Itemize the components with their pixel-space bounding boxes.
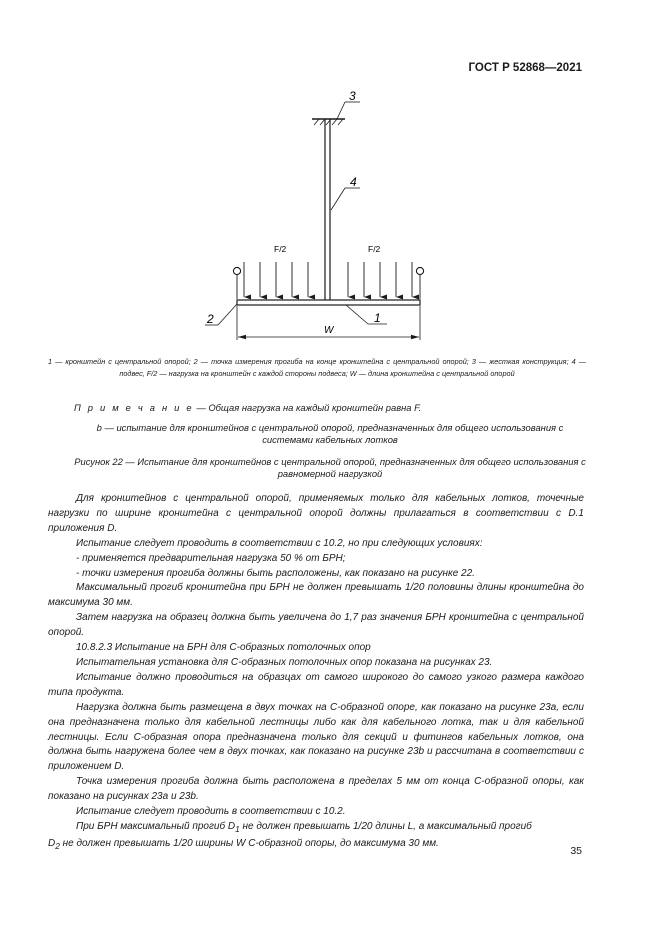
leader-lines <box>205 102 387 325</box>
figure-note <box>74 402 421 413</box>
body-text <box>48 492 584 854</box>
page-number: 35 <box>570 845 582 857</box>
paragraph: Максимальный прогиб кронштейна при БРН не должен превышать 1/20 половины длины кронштейна до максимума 30 мм. <box>48 582 584 609</box>
paragraph: Испытание должно проводиться на образцах от самого широкого до самого узкого размера каждого типа продукта. <box>48 671 584 698</box>
paragraph: При БРН максимальный прогиб $D_1$ не должен превышать 1/20 длины L, а максимальный прогиб $D_2$ не должен превышать 1/20 ширины W С-образной опоры, до максимума 30 мм. <box>48 820 532 851</box>
label-2: 2 <box>207 312 214 326</box>
list-item: - применяется предварительная нагрузка 50 % от БРН; <box>76 552 346 564</box>
figure-legend: 1 — кронштейн с центральной опорой; 2 — точка измерения прогиба на конце кронштейна с центральной опорой; 3 — жесткая конструкция; 4 — подвес, F/2 — нагрузка на кронштейн с каждой стороны подвеса; W — длина кронштейна с центральной опорой <box>48 357 586 378</box>
paragraph: Испытание следует проводить в соответствии с 10.2, но при следующих условиях: <box>76 537 483 549</box>
list-item: - точки измерения прогиба должны быть расположены, как показано на рисунке 22. <box>76 567 475 579</box>
label-f2-left: F/2 <box>274 244 287 254</box>
paragraph: Нагрузка должна быть размещена в двух точках на С-образной опоре, как показано на рисунке 23a, если она предназначена только для кабельной лестницы либо как для кабельного лотка, так и для кабельной лестницы. Если С-образная опора предназначена только для секций и фитингов кабельных лотков, она должна быть нагружена более чем в двух точках, как показано на рисунке 23b и рассчитана в соответствии с приложением D. <box>48 701 584 773</box>
label-f2-right: F/2 <box>368 244 381 254</box>
hanger-rod <box>325 119 330 300</box>
standard-header: ГОСТ Р 52868—2021 <box>468 62 582 74</box>
paragraph: Испытание следует проводить в соответствии с 10.2. <box>76 806 346 818</box>
label-4: 4 <box>350 175 357 189</box>
section-heading: 10.8.2.3 Испытание на БРН для С-образных потолочных опор <box>76 642 371 654</box>
figure-22-diagram <box>0 88 661 350</box>
load-arrows <box>244 262 412 297</box>
paragraph: Точка измерения прогиба должна быть расположена в пределах 5 мм от конца С-образной опоры, как показано на рисунках 23a и 23b. <box>48 776 584 803</box>
paragraph: Для кронштейнов с центральной опорой, применяемых только для кабельных лотков, точечные нагрузки по ширине кронштейна с центральной опорой должны прилагаться в соответствии с D.1 приложения D. <box>48 493 584 534</box>
paragraph: Испытательная установка для С-образных потолочных опор показана на рисунках 23. <box>76 656 493 668</box>
note-text: — Общая нагрузка на каждый кронштейн равна F. <box>193 402 422 413</box>
center-bracket <box>237 300 420 305</box>
figure-subcaption: b — испытание для кронштейнов с центральной опорой, предназначенных для общего использования с системами кабельных лотков <box>96 422 564 445</box>
label-3: 3 <box>349 89 356 103</box>
deflection-gauge-right <box>416 267 423 299</box>
rigid-structure <box>312 119 345 125</box>
label-1: 1 <box>374 311 381 325</box>
paragraph: Затем нагрузка на образец должна быть увеличена до 1,7 раз значения БРН кронштейна с центральной опорой. <box>48 612 584 639</box>
figure-caption: Рисунок 22 — Испытание для кронштейнов с центральной опорой, предназначенных для общего использования с равномерной нагрузкой <box>74 456 586 479</box>
note-label: П р и м е ч а н и е <box>74 402 194 413</box>
deflection-gauge-left <box>233 267 240 299</box>
label-w: W <box>324 325 334 336</box>
